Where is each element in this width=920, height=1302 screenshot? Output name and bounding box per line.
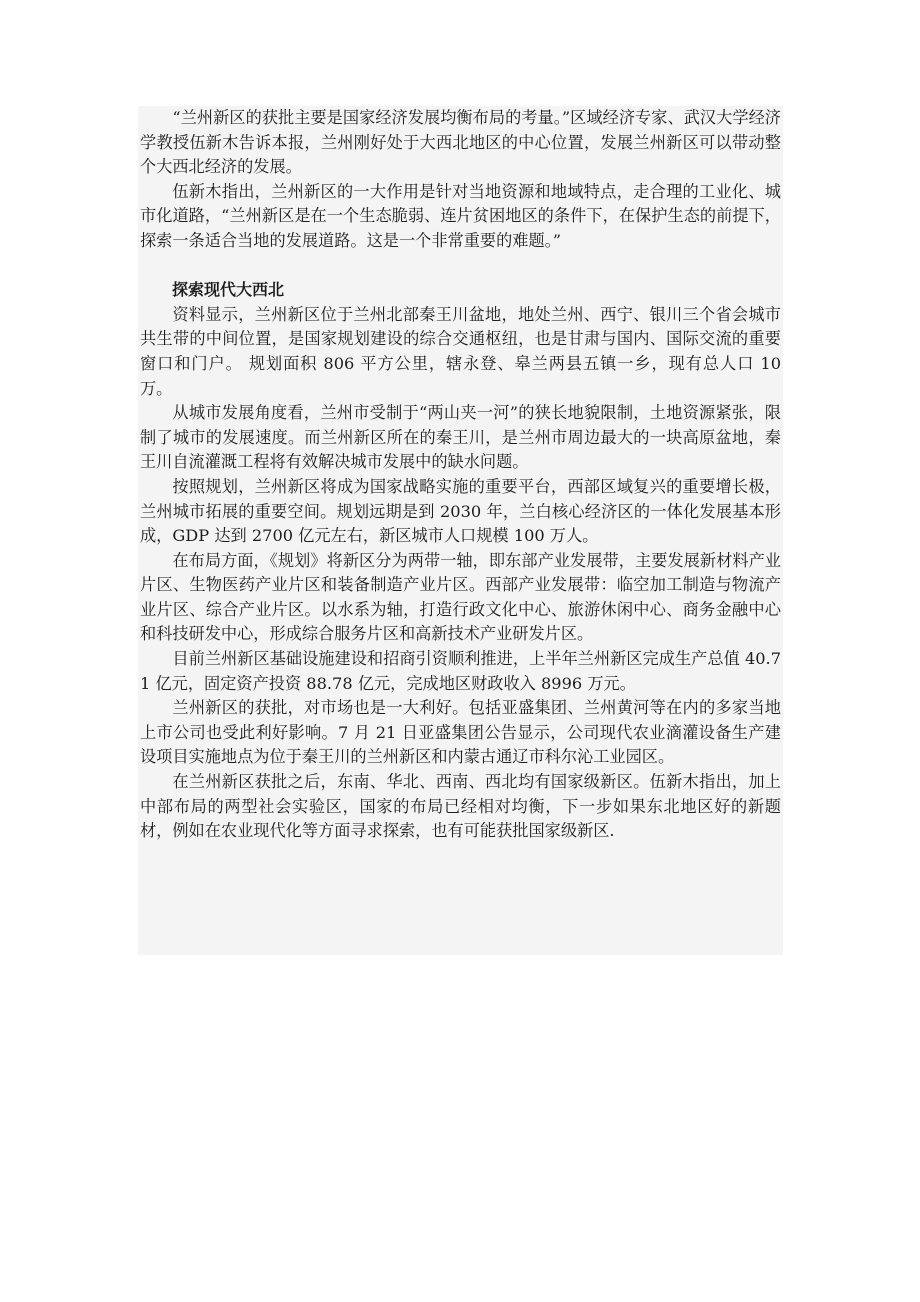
paragraph: 在布局方面，《规划》将新区分为两带一轴，即东部产业发展带，主要发展新材料产业片区、生物医药产业片区和装备制造产业片区。西部产业发展带：临空加工制造与物流产业片区、综合产业片区。以水系为轴，打造行政文化中心、旅游休闲中心、商务金融中心和科技研发中心，形成综合服务片区和高新技术产业研发片区。: [140, 550, 781, 644]
paragraph: “兰州新区的获批主要是国家经济发展均衡布局的考量。”区域经济专家、武汉大学经济学教授伍新木告诉本报，兰州刚好处于大西北地区的中心位置，发展兰州新区可以带动整个大西北经济的发展。: [140, 108, 781, 177]
paragraph: 从城市发展角度看，兰州市受制于“两山夹一河”的狭长地貌限制，土地资源紧张，限制了城市的发展速度。而兰州新区所在的秦王川，是兰州市周边最大的一块高原盆地，秦王川自流灌溉工程将有效解决城市发展中的缺水问题。: [140, 403, 781, 472]
article-body: [138, 106, 783, 955]
paragraph: 按照规划，兰州新区将成为国家战略实施的重要平台，西部区域复兴的重要增长极，兰州城市拓展的重要空间。规划远期是到 2030 年，兰白核心经济区的一体化发展基本形成，GDP 达到 2700 亿元左右，新区城市人口规模 100 万人。: [140, 476, 781, 546]
section-heading: 探索现代大西北: [172, 280, 285, 300]
paragraph: 资料显示，兰州新区位于兰州北部秦王川盆地，地处兰州、西宁、银川三个省会城市共生带的中间位置，是国家规划建设的综合交通枢纽，也是甘肃与国内、国际交流的重要窗口和门户。 规划面积 806 平方公里，辖永登、皋兰两县五镇一乡，现有总人口 10 万。: [140, 304, 781, 398]
paragraph: 目前兰州新区基础设施建设和招商引资顺利推进，上半年兰州新区完成生产总值 40.71 亿元，固定资产投资 88.78 亿元，完成地区财政收入 8996 万元。: [140, 649, 781, 693]
paragraph: 伍新木指出，兰州新区的一大作用是针对当地资源和地域特点，走合理的工业化、城市化道路，“兰州新区是在一个生态脆弱、连片贫困地区的条件下，在保护生态的前提下，探索一条适合当地的发展道路。这是一个非常重要的难题。”: [140, 181, 781, 250]
paragraph: 兰州新区的获批，对市场也是一大利好。包括亚盛集团、兰州黄河等在内的多家当地上市公司也受此利好影响。7 月 21 日亚盛集团公告显示，公司现代农业滴灌设备生产建设项目实施地点为位于秦王川的兰州新区和内蒙古通辽市科尔沁工业园区。: [140, 698, 781, 767]
paragraph: 在兰州新区获批之后，东南、华北、西南、西北均有国家级新区。伍新木指出，加上中部布局的两型社会实验区，国家的布局已经相对均衡，下一步如果东北地区好的新题材，例如在农业现代化等方面寻求探索，也有可能获批国家级新区.: [140, 772, 781, 841]
